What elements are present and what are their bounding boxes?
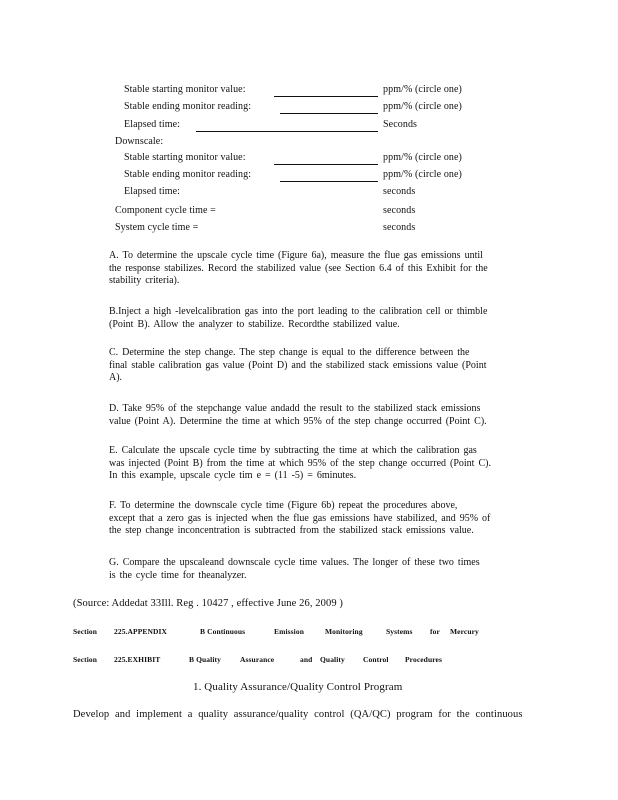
step-d-line: value (Point A). Determine the time at which 95% of the step change occurred (Point C). [109, 415, 487, 427]
step-d [109, 403, 539, 428]
step-e-line: E. Calculate the upscale cycle time by subtracting the time at which the calibration gas [109, 445, 477, 456]
body-text: Develop and implement a quality assurance/quality control (QA/QC) program for the continuous [73, 709, 523, 720]
upscale-elapsed-blank [196, 131, 378, 132]
step-c-line: C. Determine the step change. The step change is equal to the difference between the [109, 347, 470, 358]
downscale-start-unit: ppm/% (circle one) [383, 152, 462, 163]
section-heading: 1. Quality Assurance/Quality Control Program [193, 681, 403, 693]
system-cycle-unit: seconds [383, 222, 416, 233]
downscale-end-label: Stable ending monitor reading: [124, 169, 252, 180]
upscale-start-blank [274, 96, 378, 97]
step-f-line: except that a zero gas is injected when the flue gas emissions have stabilized, and 95% of [109, 512, 491, 524]
section1-word: Mercury [450, 627, 479, 636]
step-a-line: the response stabilizes. Record the stabilized value (see Section 6.4 of this Exhibit for the [109, 262, 488, 274]
step-b-line: B.Inject a high -levelcalibration gas into the port leading to the calibration cell or thimble [109, 306, 488, 317]
section1-number: 225.APPENDIX [114, 627, 168, 636]
upscale-start-unit: ppm/% (circle one) [383, 84, 462, 95]
step-e-line: was injected (Point B) from the time at which 95% of the step change occurred (Point C). [109, 457, 491, 469]
step-f [109, 500, 539, 538]
step-e-line: In this example, upscale cycle tim e = (11 -5) = 6minutes. [109, 470, 357, 481]
upscale-end-label: Stable ending monitor reading: [124, 101, 252, 112]
step-d-line: D. Take 95% of the stepchange value andadd the result to the stabilized stack emissions [109, 403, 481, 414]
step-b-line: (Point B). Allow the analyzer to stabilize. Recordthe stabilized value. [109, 318, 400, 330]
upscale-elapsed-label: Elapsed time: [124, 119, 181, 130]
step-c-line: final stable calibration gas value (Point D) and the stabilized stack emissions value (Point [109, 359, 487, 371]
section2-word: Control [363, 655, 389, 664]
section1-word: Systems [386, 627, 413, 636]
downscale-elapsed-label: Elapsed time: [124, 186, 181, 197]
section1-label: Section [73, 627, 98, 636]
downscale-start-label: Stable starting monitor value: [124, 152, 246, 163]
section2-word: Procedures [405, 655, 442, 664]
component-cycle-unit: seconds [383, 205, 416, 216]
downscale-elapsed-unit: seconds [383, 186, 416, 197]
upscale-start-label: Stable starting monitor value: [124, 84, 246, 95]
section2-number: 225.EXHIBIT [114, 655, 161, 664]
step-e [109, 445, 539, 483]
section2-word: Quality [320, 655, 345, 664]
section1-word: for [430, 627, 440, 636]
downscale-heading: Downscale: [115, 136, 164, 147]
step-g-line: G. Compare the upscaleand downscale cycle time values. The longer of these two times [109, 557, 480, 568]
upscale-end-blank [280, 113, 378, 114]
step-g-line: is the cycle time for theanalyzer. [109, 569, 247, 581]
step-g [109, 557, 539, 582]
step-f-line: F. To determine the downscale cycle time (Figure 6b) repeat the procedures above, [109, 500, 458, 511]
step-b [109, 306, 539, 331]
section1-word: Emission [274, 627, 304, 636]
step-f-line: the step change inconcentration is subtracted from the stabilized stack emissions value. [109, 525, 474, 536]
section1-appendix: B Continuous [200, 627, 246, 636]
source-note: (Source: Addedat 33Ill. Reg . 10427 , effective June 26, 2009 ) [73, 598, 344, 609]
system-cycle-label: System cycle time = [115, 222, 199, 233]
step-a-line: A. To determine the upscale cycle time (Figure 6a), measure the flue gas emissions until [109, 250, 483, 261]
section2-label: Section [73, 655, 98, 664]
section2-word: and [300, 655, 313, 664]
component-cycle-label: Component cycle time = [115, 205, 216, 216]
step-c [109, 347, 539, 385]
section2-exhibit: B Quality [189, 655, 221, 664]
section2-word: Assurance [240, 655, 275, 664]
downscale-start-blank [274, 164, 378, 165]
upscale-elapsed-unit: Seconds [383, 119, 418, 130]
section1-word: Monitoring [325, 627, 363, 636]
upscale-end-unit: ppm/% (circle one) [383, 101, 462, 112]
step-a [109, 250, 539, 288]
downscale-end-unit: ppm/% (circle one) [383, 169, 462, 180]
downscale-end-blank [280, 181, 378, 182]
step-a-line: stability criteria). [109, 275, 180, 286]
step-c-line: A). [109, 372, 123, 383]
